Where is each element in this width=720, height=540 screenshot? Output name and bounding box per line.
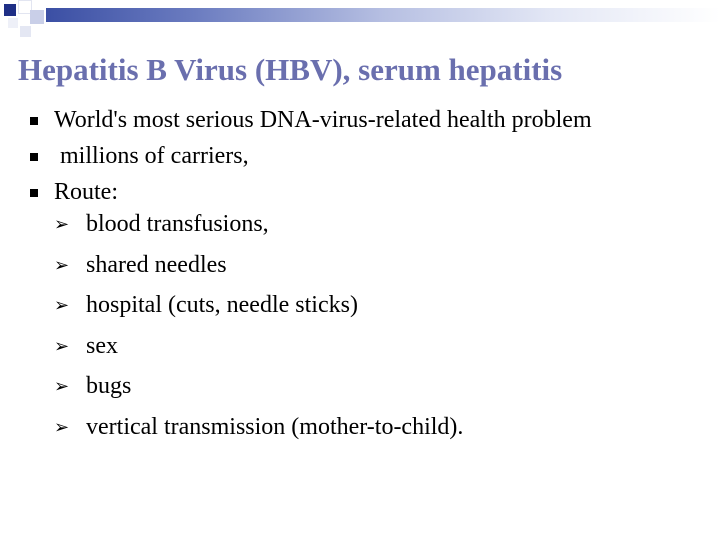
decor-square-pale — [8, 18, 18, 28]
bullet-item — [22, 106, 682, 135]
arrow-bullet-icon: ➢ — [54, 214, 70, 235]
bullet-text: World's most serious DNA-virus-related health problem — [54, 107, 592, 133]
bullet-text: millions of carriers, — [54, 143, 249, 169]
decor-square-light — [30, 10, 44, 24]
arrow-bullet-icon: ➢ — [54, 416, 70, 438]
sub-bullet-text: vertical transmission (mother-to-child). — [86, 413, 464, 440]
bullet-list — [22, 106, 682, 453]
header-gradient-bar — [46, 8, 720, 22]
sub-bullet-text: blood transfusions, — [86, 211, 269, 237]
slide-title: Hepatitis B Virus (HBV), serum hepatitis — [18, 52, 563, 87]
decor-square-faint — [20, 26, 31, 37]
square-bullet-icon — [30, 189, 38, 197]
sub-bullet-text: hospital (cuts, needle sticks) — [86, 292, 358, 318]
bullet-item — [22, 142, 682, 171]
square-bullet-icon — [30, 117, 38, 125]
sub-bullet-item — [54, 251, 682, 280]
sub-bullet-item — [54, 332, 682, 361]
sub-bullet-text: sex — [86, 332, 118, 359]
sub-bullet-text: bugs — [86, 373, 132, 399]
bullet-item-route — [22, 178, 682, 442]
arrow-bullet-icon: ➢ — [54, 376, 70, 397]
decor-square-dark — [4, 4, 16, 16]
sub-bullet-item — [54, 291, 682, 320]
bullet-text: Route: — [54, 179, 118, 205]
route-sub-list — [54, 210, 682, 442]
arrow-bullet-icon: ➢ — [54, 254, 70, 276]
sub-bullet-item — [54, 413, 682, 442]
sub-bullet-item — [54, 210, 682, 239]
square-bullet-icon — [30, 153, 38, 161]
sub-bullet-text: shared needles — [86, 251, 227, 278]
arrow-bullet-icon: ➢ — [54, 295, 70, 316]
arrow-bullet-icon: ➢ — [54, 335, 70, 357]
sub-bullet-item — [54, 372, 682, 401]
